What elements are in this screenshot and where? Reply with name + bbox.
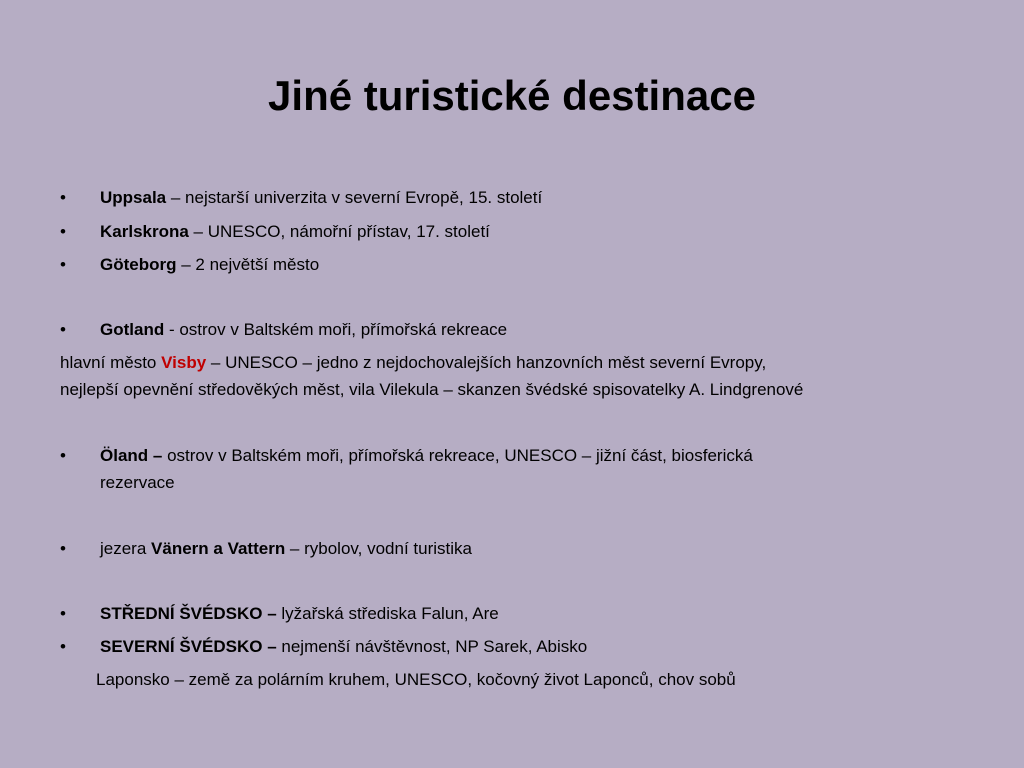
list-item-oland — [100, 444, 753, 468]
gotland-detail-line-1 — [60, 351, 766, 375]
item-heading: Öland – — [100, 446, 163, 465]
item-text: lyžařská střediska Falun, Are — [276, 604, 499, 623]
slide-title: Jiné turistické destinace — [268, 72, 756, 119]
list-item-severni — [100, 635, 587, 659]
item-text: – UNESCO – jedno z nejdochovalejších hanzovních měst severní Evropy, — [206, 353, 767, 372]
item-heading: Vänern a Vattern — [151, 539, 286, 558]
item-heading: Gotland — [100, 320, 165, 339]
item-heading: Karlskrona — [100, 222, 189, 241]
bullet-marker: • — [60, 188, 66, 207]
bullet-marker: • — [60, 222, 66, 241]
bullet-marker: • — [60, 446, 66, 465]
oland-continuation: rezervace — [100, 473, 175, 492]
item-text: - ostrov v Baltském moři, přímořská rekreace — [164, 320, 508, 339]
visby-highlight: Visby — [161, 353, 207, 372]
list-item-goteborg — [100, 253, 319, 277]
item-heading: SEVERNÍ ŠVÉDSKO – — [100, 637, 277, 656]
item-text: – rybolov, vodní turistika — [285, 539, 472, 558]
list-item-uppsala — [100, 186, 542, 210]
item-heading: Göteborg — [100, 255, 177, 274]
bullet-marker: • — [60, 637, 66, 656]
item-text: – 2 největší město — [176, 255, 320, 274]
item-text: – UNESCO, námořní přístav, 17. století — [188, 222, 490, 241]
item-text: ostrov v Baltském moři, přímořská rekreace, UNESCO – jižní část, biosferická — [162, 446, 753, 465]
bullet-marker: • — [60, 539, 66, 558]
item-text: hlavní město — [60, 353, 162, 372]
bullet-marker: • — [60, 255, 66, 274]
item-heading: Uppsala — [100, 188, 167, 207]
gotland-detail-line-2: nejlepší opevnění středověkých měst, vila Vilekula – skanzen švédské spisovatelky A. Lindgrenové — [60, 380, 804, 399]
list-item-gotland — [100, 318, 507, 342]
item-text: – nejstarší univerzita v severní Evropě, 15. století — [166, 188, 543, 207]
bullet-marker: • — [60, 320, 66, 339]
item-heading: STŘEDNÍ ŠVÉDSKO – — [100, 604, 277, 623]
item-text: jezera — [100, 539, 152, 558]
laponsko-line: Laponsko – země za polárním kruhem, UNESCO, kočovný život Laponců, chov sobů — [96, 670, 736, 689]
item-text: nejmenší návštěvnost, NP Sarek, Abisko — [276, 637, 588, 656]
list-item-stredni — [100, 602, 499, 626]
list-item-jezera — [100, 537, 472, 561]
list-item-karlskrona — [100, 220, 490, 244]
bullet-marker: • — [60, 604, 66, 623]
